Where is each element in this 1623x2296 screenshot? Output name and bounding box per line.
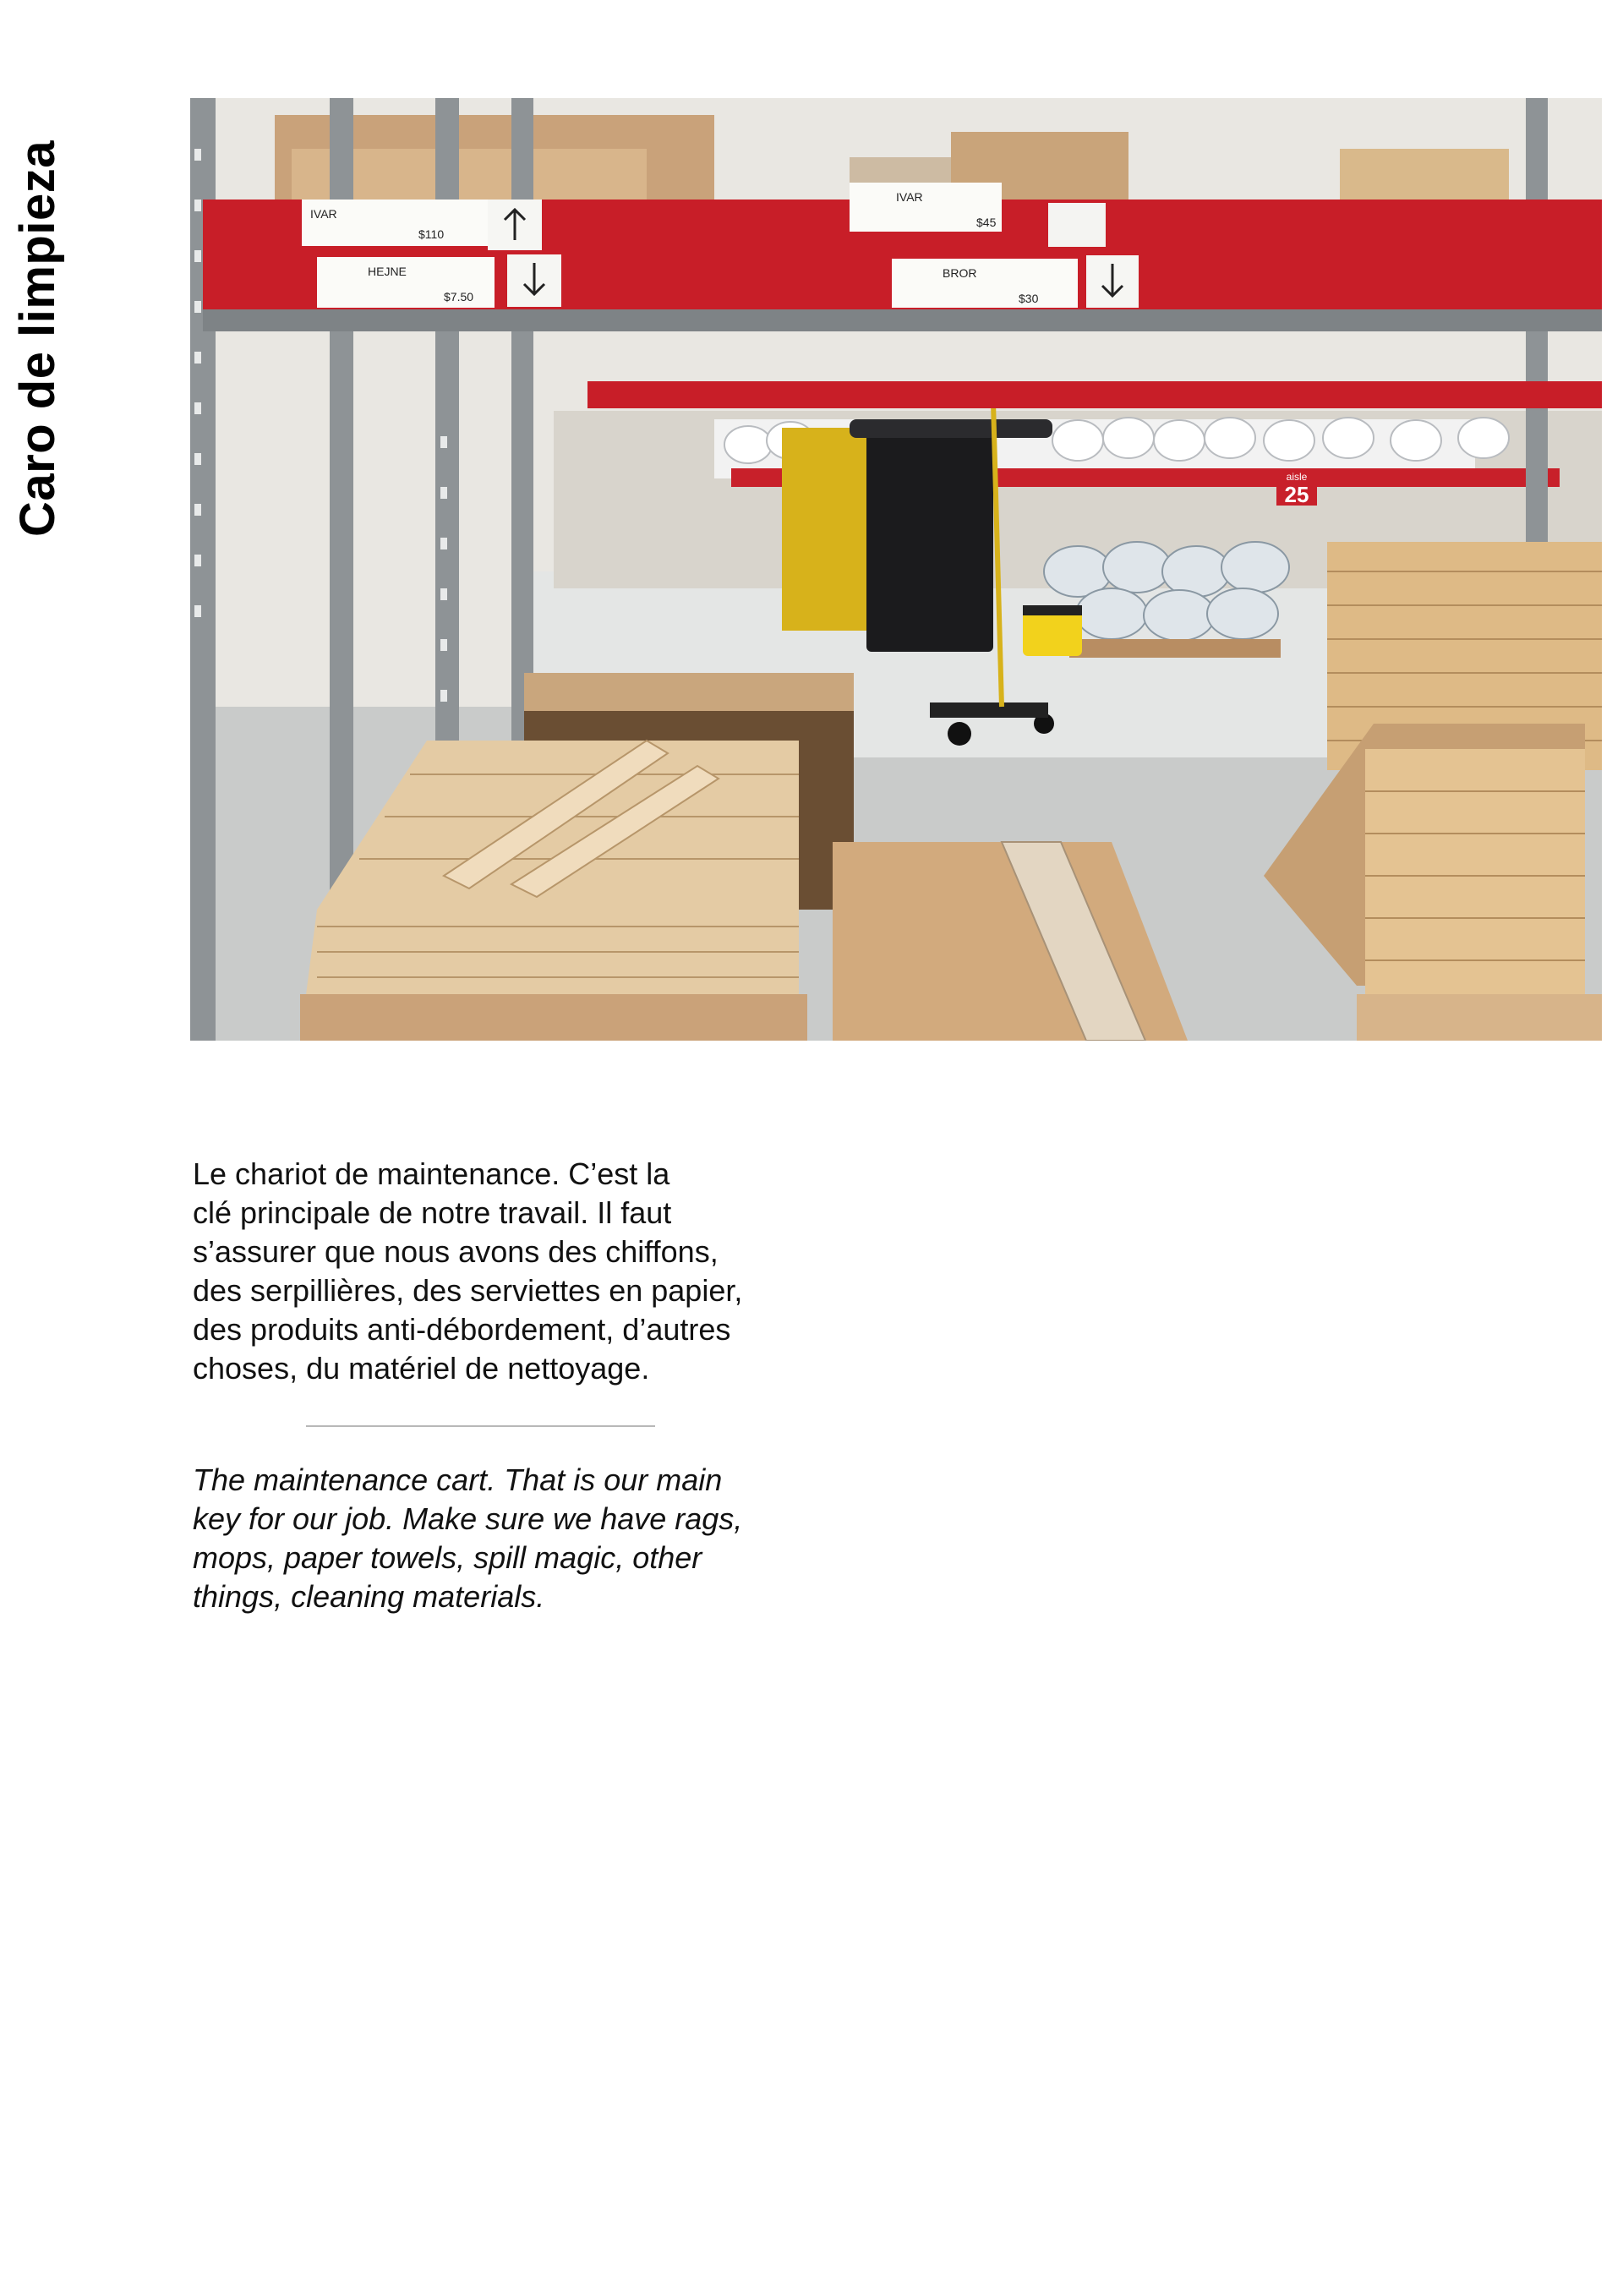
svg-text:$7.50: $7.50 (444, 290, 474, 303)
svg-text:HEJNE: HEJNE (368, 265, 407, 278)
aisle-number: 25 (1284, 482, 1309, 507)
svg-text:$110: $110 (418, 227, 445, 241)
warehouse-photo-illustration (190, 98, 1602, 1041)
svg-text:IVAR: IVAR (896, 190, 923, 204)
page-title-text: Caro de limpieza (9, 139, 65, 537)
caption-divider (306, 1425, 655, 1427)
svg-text:$30: $30 (1019, 292, 1039, 305)
svg-text:BROR: BROR (943, 266, 977, 280)
price-label-hejne (317, 257, 495, 308)
price-label-bror (892, 259, 1078, 308)
price-label-ivar-1 (302, 200, 488, 246)
page-title (9, 118, 65, 558)
caption-english: The maintenance cart. That is our main key for our job. Make sure we have rags, mops, paper towels, spill magic, other things, cleaning materials. (193, 1462, 743, 1614)
svg-text:$45: $45 (976, 216, 997, 229)
aisle-label: aisle (1286, 471, 1308, 483)
caption-french: Le chariot de maintenance. C’est la clé principale de notre travail. Il faut s’assurer que nous avons des chiffons, des serpillières, des serviettes en papier, des produits anti-débordement, d’autres choses, du matériel de nettoyage. (193, 1156, 743, 1386)
warehouse-photo (190, 98, 1602, 1041)
price-label-ivar-2 (850, 183, 1002, 232)
svg-text:IVAR: IVAR (310, 207, 337, 221)
